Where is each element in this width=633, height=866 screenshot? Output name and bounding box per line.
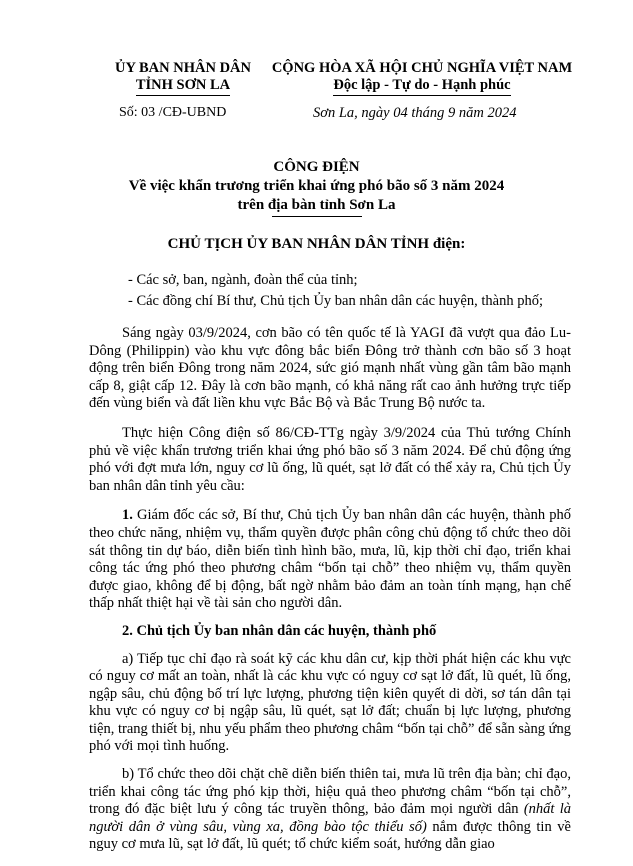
item-2b-italic-note: (nhất là người dân ở vùng sâu, vùng xa, đồng bào tộc thiểu số) [89,801,571,835]
recipient-item: - Các sở, ban, ngành, đoàn thể của tỉnh; [128,272,358,288]
item-2b-text-start: b) Tổ chức theo dõi chặt chẽ diễn biến thiên tai, mưa lũ trên địa bàn; chỉ đạo, triển khai công tác ứng phó kịp thời, hiệu quả theo phương châm “bốn tại chỗ”, trong đó đặc biệt lưu ý công tác truyền thông, bảo đảm mọi người dân [89,766,571,818]
title-line3: trên địa bàn tỉnh Sơn La [237,197,396,213]
paragraph-item-2-heading: 2. Chủ tịch Ủy ban nhân dân các huyện, thành phố [122,622,437,639]
national-heading [262,60,582,96]
paragraph-directive: Thực hiện Công điện số 86/CĐ-TTg ngày 3/9/2024 của Thủ tướng Chính phủ về việc khẩn trương triển khai ứng phó bão số 3 năm 2024. Để chủ động ứng phó với đợt mưa lớn, nguy cơ lũ ống, lũ quét, sạt lở đất có thể xảy ra, Chủ tịch Ủy ban nhân dân tỉnh yêu cầu: [89,424,571,494]
document-body [89,325,571,866]
paragraph-item-2b [89,766,571,854]
agency-name-line1: ỦY BAN NHÂN DÂN [114,60,251,76]
paragraph-item-1 [89,507,571,613]
paragraph-storm-info: Sáng ngày 03/9/2024, cơn bão có tên quốc tế là YAGI đã vượt qua đảo Lu-Dông (Philippin) vào khu vực đông bắc biển Đông trở thành cơn bão số 3 hoạt động trên biển Đông trong năm 2024, sức gió mạnh nhất vùng gần tâm bão mạnh cấp 8, giật cấp 12. Đây là cơn bão mạnh, có khả năng rất cao ảnh hưởng trực tiếp đến vùng biển và đất liền khu vực Bắc Bộ và Bắc Trung Bộ nước ta. [89,325,571,412]
addressor-heading: CHỦ TỊCH ỦY BAN NHÂN DÂN TỈNH điện: [167,236,466,252]
item-1-text: Giám đốc các sở, Bí thư, Chủ tịch Ủy ban nhân dân các huyện, thành phố theo chức năng, nhiệm vụ, thẩm quyền được phân công chủ động tổ chức theo dõi sát thông tin dự báo, diễn biến tình hình bão, mưa, lũ, kịp thời chỉ đạo, triển khai công tác ứng phó theo phương châm “bốn tại chỗ” theo nhiệm vụ, thẩm quyền được giao, không để bị động, bất ngờ nhằm bảo đảm an toàn tính mạng, hạn chế thấp nhất thiệt hại về tài sản cho người dân. [89,507,571,612]
title-line1: CÔNG ĐIỆN [273,159,360,175]
document-title [0,158,633,217]
nation-name: CỘNG HÒA XÃ HỘI CHỦ NGHĨA VIỆT NAM [271,60,573,76]
agency-name-line2: TỈNH SƠN LA [136,77,230,96]
issuing-agency [88,60,278,96]
document-number: Số: 03 /CĐ-UBND [119,105,227,120]
item-1-number: 1. [122,507,133,524]
title-line2: Về việc khẩn trương triển khai ứng phó bão số 3 năm 2024 [128,178,505,194]
issue-date: Sơn La, ngày 04 tháng 9 năm 2024 [313,105,517,121]
recipient-item: - Các đồng chí Bí thư, Chủ tịch Ủy ban nhân dân các huyện, thành phố; [128,293,543,309]
national-motto: Độc lập - Tự do - Hạnh phúc [333,77,510,96]
paragraph-item-2a: a) Tiếp tục chỉ đạo rà soát kỹ các khu dân cư, kịp thời phát hiện các khu vực có nguy cơ mất an toàn, nhất là các khu vực có nguy cơ sạt lở đất, lũ quét, lũ ống, ngập sâu, chủ động bố trí lực lượng, phương tiện kiên quyết di dời, sơ tán dân tại khu vực có nguy cơ bị ngập sâu, lũ quét, sạt lở đất; chuẩn bị lực lượng, phương tiện, trang thiết bị, nhu yếu phẩm theo phương châm “bốn tại chỗ” để sẵn sàng ứng phó với mọi tình huống. [89,650,571,755]
item-2b-text-end: nắm được thông tin về nguy cơ mưa lũ, sạt lở đất, lũ quét; tổ chức kiểm soát, hướng dẫn giao [89,818,571,853]
title-underline [272,216,362,217]
recipients-list [128,270,543,312]
